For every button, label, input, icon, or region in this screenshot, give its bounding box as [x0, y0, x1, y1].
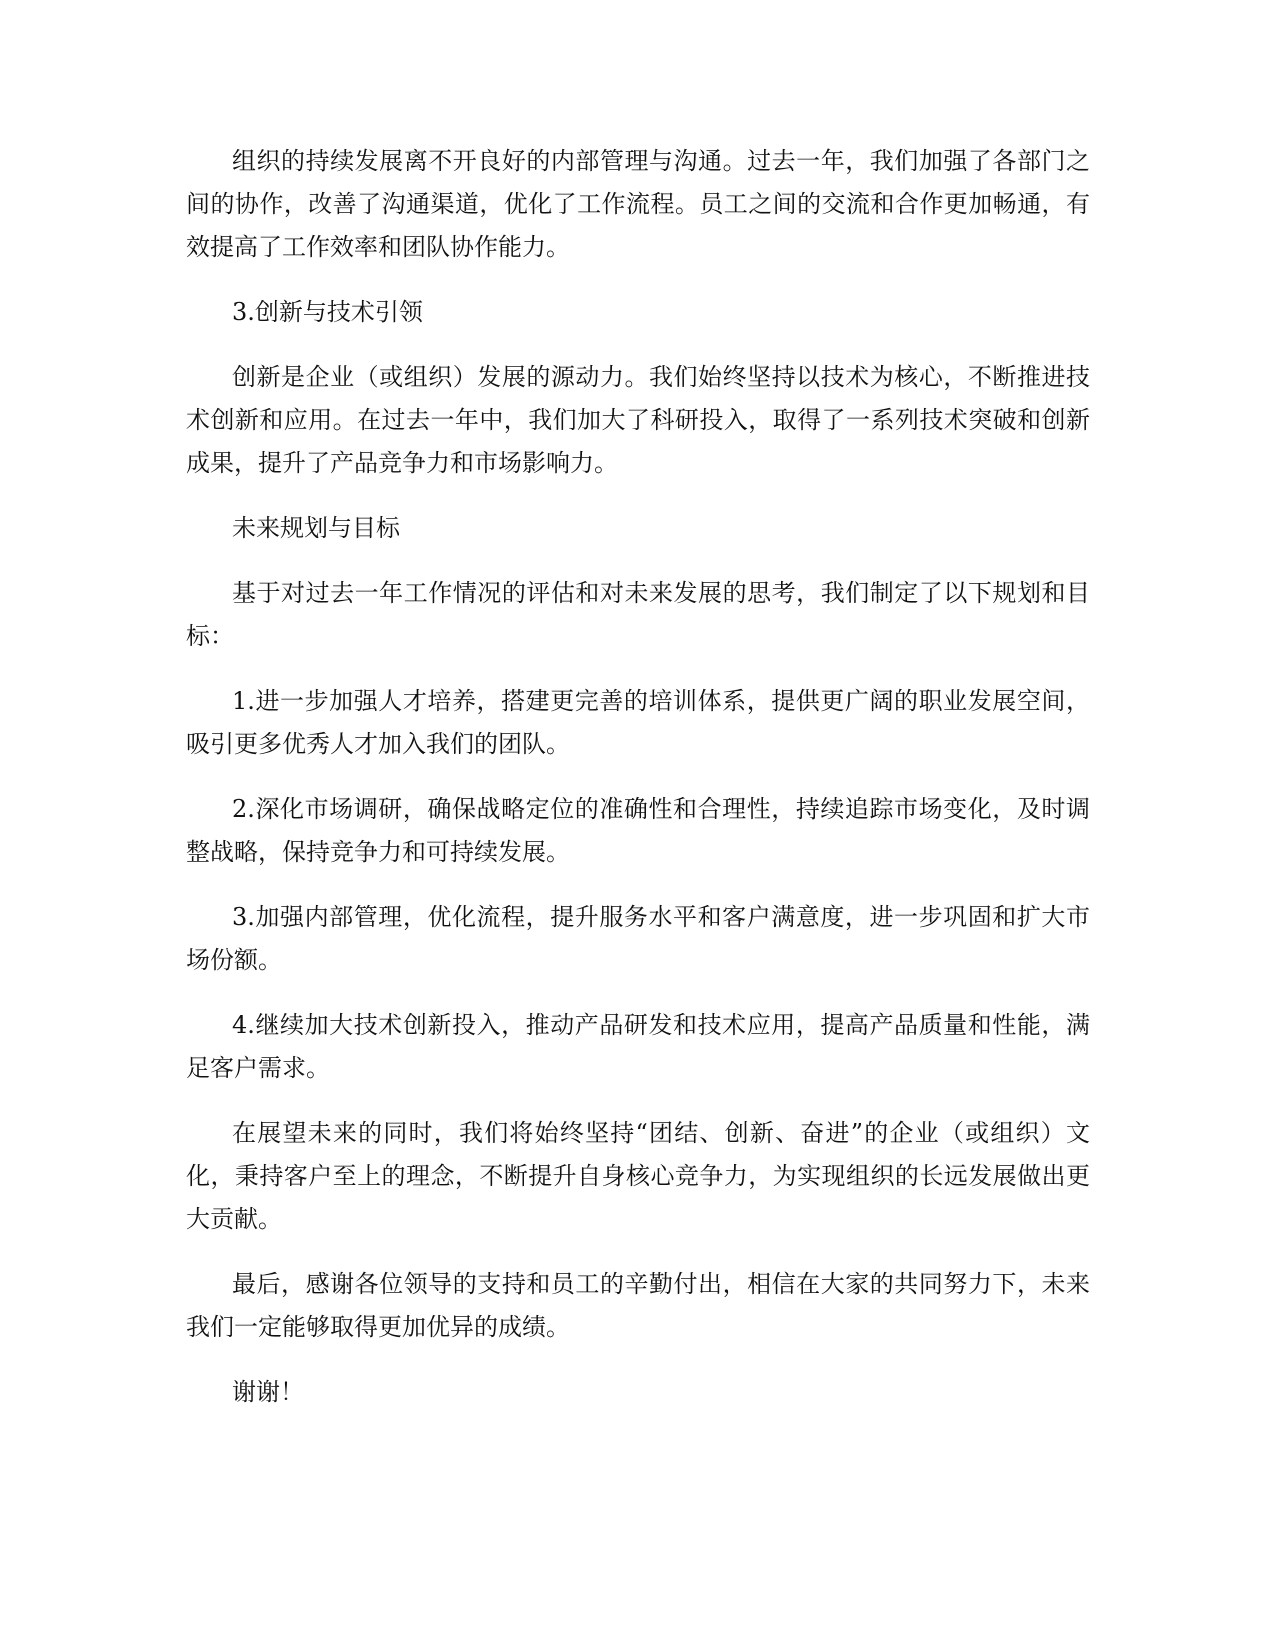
paragraph-plans-intro: 基于对过去一年工作情况的评估和对未来发展的思考，我们制定了以下规划和目标： [186, 579, 1090, 650]
closing-line: 谢谢！ [232, 1378, 304, 1406]
paragraph-innovation: 创新是企业（或组织）发展的源动力。我们始终坚持以技术为核心，不断推进技术创新和应用。在过去一年中，我们加大了科研投入，取得了一系列技术突破和创新成果，提升了产品竞争力和市场影响力。 [186, 363, 1090, 477]
plan-item-1: 1.进一步加强人才培养，搭建更完善的培训体系，提供更广阔的职业发展空间，吸引更多优秀人才加入我们的团队。 [186, 687, 1090, 758]
paragraph-outlook: 在展望未来的同时，我们将始终坚持“团结、创新、奋进”的企业（或组织）文化，秉持客户至上的理念，不断提升自身核心竞争力，为实现组织的长远发展做出更大贡献。 [186, 1119, 1090, 1233]
plan-item-3: 3.加强内部管理，优化流程，提升服务水平和客户满意度，进一步巩固和扩大市场份额。 [186, 903, 1090, 974]
heading-innovation: 3.创新与技术引领 [232, 298, 423, 326]
document-body [186, 140, 1090, 1436]
plan-item-2: 2.深化市场调研，确保战略定位的准确性和合理性，持续追踪市场变化，及时调整战略，保持竞争力和可持续发展。 [186, 795, 1090, 866]
heading-future-plans: 未来规划与目标 [232, 514, 400, 542]
plan-item-4: 4.继续加大技术创新投入，推动产品研发和技术应用，提高产品质量和性能，满足客户需求。 [186, 1011, 1090, 1082]
paragraph-internal-management: 组织的持续发展离不开良好的内部管理与沟通。过去一年，我们加强了各部门之间的协作，改善了沟通渠道，优化了工作流程。员工之间的交流和合作更加畅通，有效提高了工作效率和团队协作能力。 [186, 147, 1090, 261]
paragraph-thanks: 最后，感谢各位领导的支持和员工的辛勤付出，相信在大家的共同努力下，未来我们一定能够取得更加优异的成绩。 [186, 1270, 1090, 1341]
